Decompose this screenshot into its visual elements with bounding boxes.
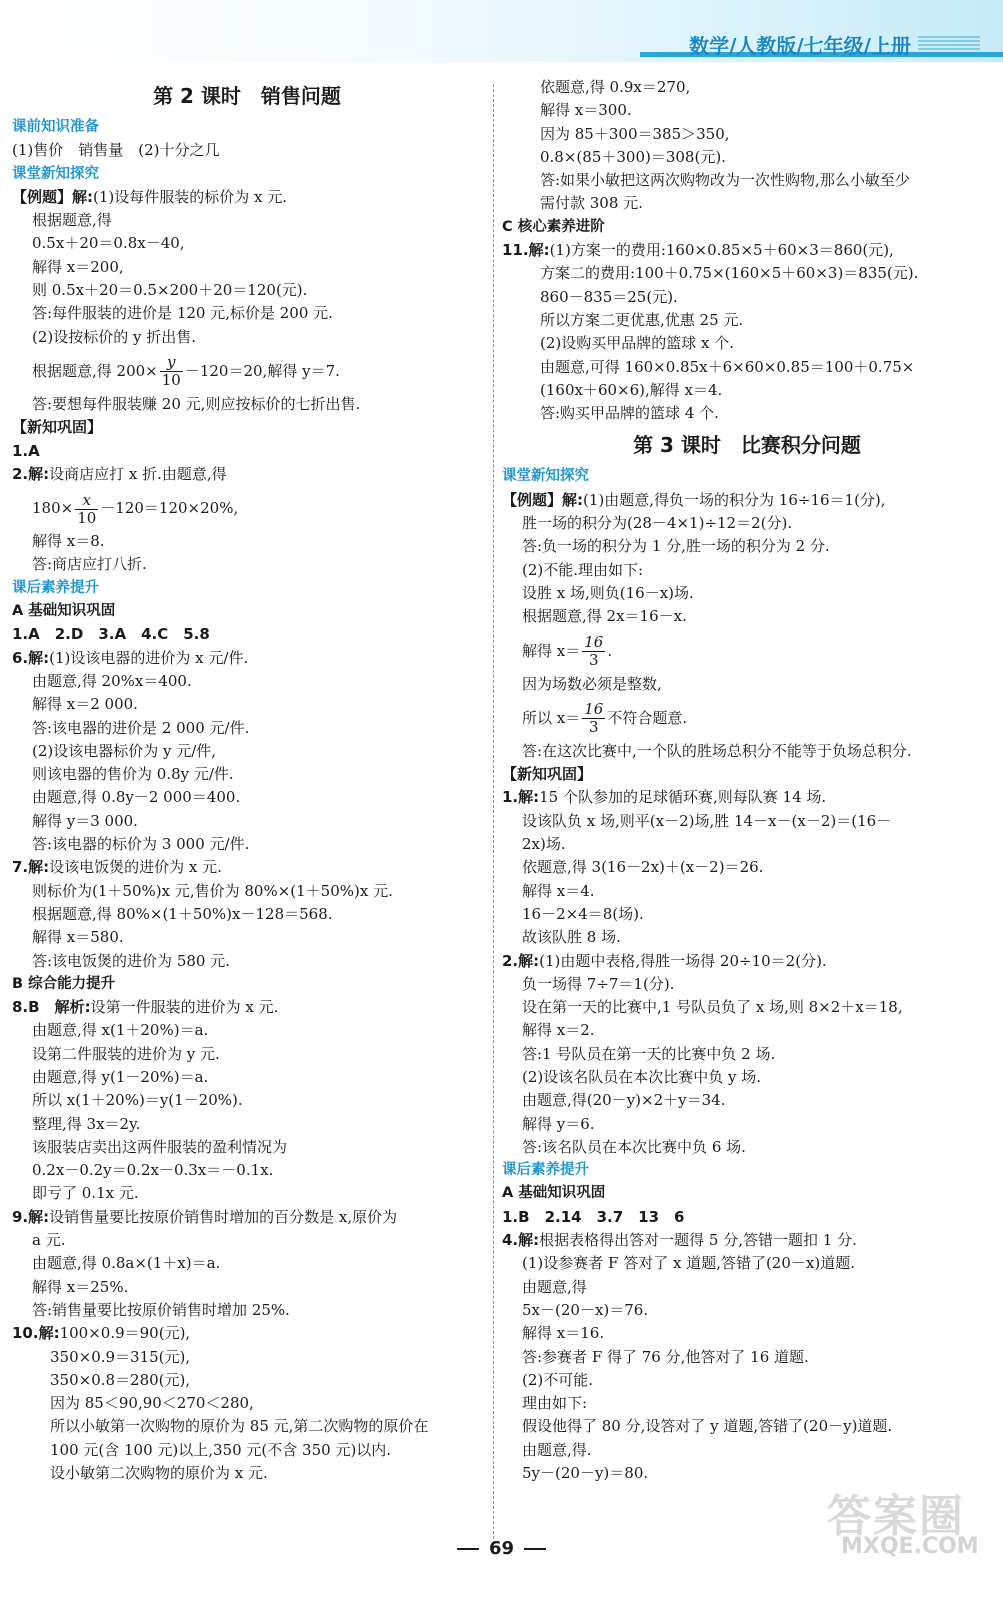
text-line — [12, 1299, 482, 1322]
text-line — [502, 763, 992, 786]
header-decoration — [918, 36, 980, 50]
formula-pre: 180× — [32, 499, 74, 518]
line-text: 100 元(含 100 元)以上,350 元(不含 350 元)以内. — [50, 1440, 392, 1459]
line-text: 答:如果小敏把这两次购物改为一次性购物,那么小敏至少 — [540, 171, 910, 190]
text-line — [12, 186, 482, 209]
line-text: 16－2×4＝8(场). — [522, 904, 644, 923]
line-text: 860－835＝25(元). — [540, 287, 678, 306]
text-line — [502, 740, 992, 763]
line-text: 答:每件服装的进价是 120 元,标价是 200 元. — [32, 304, 333, 323]
text-line — [502, 76, 992, 99]
line-text: 因为场数必须是整数, — [522, 674, 662, 693]
text-line — [12, 1322, 482, 1345]
line-text: 答:购买甲品牌的篮球 4 个. — [540, 404, 719, 423]
line-text: 350×0.8＝280(元), — [50, 1370, 191, 1389]
text-line — [502, 309, 992, 332]
text-line — [12, 1182, 482, 1205]
fraction-numerator: x — [75, 492, 98, 510]
line-text: 所以方案二更优惠,优惠 25 元. — [540, 310, 744, 329]
item-label: 【例题】解: — [502, 490, 583, 509]
line-text: a 元. — [32, 1231, 66, 1250]
line-text: (1)设参赛者 F 答对了 x 道题,答错了(20－x)道题. — [522, 1254, 855, 1273]
text-line — [12, 1229, 482, 1252]
fraction-denominator: 3 — [589, 651, 599, 670]
text-line — [502, 673, 992, 696]
text-line — [502, 379, 992, 402]
text-line — [12, 1136, 482, 1159]
subsection-heading: A 基础知识巩固 — [502, 1185, 606, 1202]
text-line — [12, 1252, 482, 1275]
text-line — [502, 926, 992, 949]
line-text: 设胜 x 场,则负(16－x)场. — [522, 583, 694, 602]
text-line — [502, 786, 992, 809]
text-line — [12, 1159, 482, 1182]
right-column — [502, 76, 992, 1485]
line-text: 负一场得 7÷7＝1(分). — [522, 974, 675, 993]
line-text: 5x－(20－x)＝76. — [522, 1300, 649, 1319]
line-text: (2)不可能. — [522, 1370, 594, 1389]
line-text: (2)不能.理由如下: — [522, 560, 644, 579]
line-text: 由题意,得 0.8a×(1＋x)＝a. — [32, 1254, 221, 1273]
text-line — [502, 1136, 992, 1159]
item-label: 1.A — [12, 441, 40, 460]
section-heading: 课堂新知探究 — [502, 468, 589, 485]
text-line — [12, 647, 482, 670]
line-text: (1)售价 销售量 (2)十分之几 — [12, 141, 220, 160]
text-line — [502, 239, 992, 262]
text-line — [12, 416, 482, 439]
text-line — [502, 99, 992, 122]
line-text: (2)设该电器标价为 y 元/件, — [32, 741, 217, 760]
item-label: 2.解: — [12, 464, 50, 483]
text-line — [12, 1276, 482, 1299]
line-text: 所以 x(1＋20%)＝y(1－20%). — [32, 1091, 243, 1110]
line-text: 0.8×(85＋300)＝308(元). — [540, 147, 726, 166]
line-text: 由题意,得(20－y)×2＋y＝34. — [522, 1091, 726, 1110]
line-text: 解得 x＝16. — [522, 1324, 605, 1343]
line-text: 解得 x＝2 000. — [32, 695, 138, 714]
line-text: 解得 x＝25%. — [32, 1277, 129, 1296]
column-divider — [493, 84, 494, 1544]
line-text: 解得 x＝8. — [32, 532, 105, 551]
line-text: 根据题意,得 80%×(1＋50%)x－128＝568. — [32, 904, 333, 923]
formula-post: －120＝20,解得 y＝7. — [184, 361, 340, 380]
text-line — [502, 402, 992, 425]
line-text: 设销售量要比按原价销售时增加的百分数是 x,原价为 — [49, 1207, 398, 1226]
item-label: 1.B 2.14 3.7 13 6 — [502, 1207, 685, 1226]
text-line — [502, 123, 992, 146]
subsection-heading: B 综合能力提升 — [12, 975, 116, 992]
text-line — [502, 856, 992, 879]
text-line — [502, 973, 992, 996]
line-text: 则标价为(1＋50%)x 元,售价为 80%×(1＋50%)x 元. — [32, 881, 393, 900]
text-line — [502, 332, 992, 355]
text-line — [12, 810, 482, 833]
formula-line — [502, 696, 992, 740]
text-line — [12, 139, 482, 162]
text-line — [502, 1369, 992, 1392]
fraction-denominator: 3 — [589, 718, 599, 737]
text-line — [12, 670, 482, 693]
item-label: 9.解: — [12, 1207, 50, 1226]
line-text: 故该队胜 8 场. — [522, 928, 621, 947]
text-line — [12, 279, 482, 302]
fraction — [75, 492, 98, 527]
text-line — [12, 530, 482, 553]
line-text: 则该电器的售价为 0.8y 元/件. — [32, 765, 234, 784]
line-text: 由题意,得 x(1＋20%)＝a. — [32, 1021, 209, 1040]
text-line — [502, 169, 992, 192]
text-line — [502, 950, 992, 973]
text-line — [502, 582, 992, 605]
text-line — [502, 903, 992, 926]
line-text: 胜一场的积分为(28－4×1)÷12＝2(分). — [522, 514, 793, 533]
text-line — [502, 1346, 992, 1369]
fraction-denominator: 10 — [77, 508, 97, 527]
line-text: 由题意,得 20%x＝400. — [32, 671, 192, 690]
text-line — [12, 856, 482, 879]
fraction-numerator: y — [160, 354, 183, 372]
line-text: 解得 x＝580. — [32, 928, 124, 947]
text-line — [502, 1252, 992, 1275]
fraction-numerator: 16 — [584, 633, 604, 652]
line-text: 整理,得 3x＝2y. — [32, 1114, 141, 1133]
text-line — [502, 996, 992, 1019]
fraction — [582, 701, 605, 736]
line-text: 0.5x＋20＝0.8x－40, — [32, 234, 185, 253]
section-heading: 课后素养提升 — [502, 1162, 589, 1179]
text-line — [12, 1019, 482, 1042]
line-text: 设商店应打 x 折.由题意,得 — [49, 464, 227, 483]
line-text: 由题意,得 y(1－20%)＝a. — [32, 1067, 209, 1086]
text-line — [12, 1346, 482, 1369]
text-line — [12, 1206, 482, 1229]
item-label: 1.A 2.D 3.A 4.C 5.8 — [12, 625, 210, 644]
line-text: 根据表格得出答对一题得 5 分,答错一题扣 1 分. — [539, 1231, 857, 1250]
text-line — [502, 535, 992, 558]
fraction — [160, 354, 183, 389]
item-label: 8.B 解析: — [12, 998, 91, 1017]
line-text: 该服装店卖出这两件服装的盈利情况为 — [32, 1137, 288, 1156]
item-label: 【新知巩固】 — [502, 765, 593, 784]
page-number: 69 — [488, 1538, 515, 1559]
text-line — [12, 393, 482, 416]
line-text: 由题意,得 — [522, 1277, 587, 1296]
line-text: 答:参赛者 F 得了 76 分,他答对了 16 道题. — [522, 1347, 809, 1366]
text-line — [12, 256, 482, 279]
line-text: 设小敏第二次购物的原价为 x 元. — [50, 1464, 268, 1483]
text-line — [12, 1369, 482, 1392]
line-text: 解得 x＝300. — [540, 101, 632, 120]
footer-dash-right — [524, 1548, 546, 1550]
line-text: (1)由题中表格,得胜一场得 20÷10＝2(分). — [539, 951, 827, 970]
section-heading: 课后素养提升 — [12, 579, 99, 596]
line-text: (160x＋60×6),解得 x＝4. — [540, 380, 723, 399]
text-line — [12, 786, 482, 809]
text-line — [12, 440, 482, 463]
line-text: 设该队负 x 场,则平(x－2)场,胜 14－x－(x－2)＝(16－ — [522, 811, 892, 830]
text-line — [12, 1043, 482, 1066]
line-text: 依题意,得 3(16－2x)＋(x－2)＝26. — [522, 858, 764, 877]
text-line — [502, 1322, 992, 1345]
text-line — [502, 1415, 992, 1438]
text-line — [12, 1462, 482, 1485]
line-text: 5y－(20－y)＝80. — [522, 1464, 649, 1483]
text-line — [12, 717, 482, 740]
line-text: 设该电饭煲的进价为 x 元. — [49, 858, 222, 877]
line-text: 依题意,得 0.9x＝270, — [540, 78, 691, 96]
text-line — [502, 489, 992, 512]
text-line — [12, 302, 482, 325]
formula-post: . — [607, 641, 613, 660]
item-label: 【新知巩固】 — [12, 418, 103, 437]
text-line — [12, 740, 482, 763]
line-text: 解得 x＝4. — [522, 881, 595, 900]
text-line — [502, 1206, 992, 1229]
formula-line — [12, 486, 482, 530]
line-text: 由题意,可得 160×0.85x＋6×60×0.85＝100＋0.75× — [540, 357, 915, 376]
text-line — [502, 1019, 992, 1042]
line-text: 答:要想每件服装赚 20 元,则应按标价的七折出售. — [32, 394, 361, 413]
line-text: (1)设该电器的进价为 x 元/件. — [49, 648, 249, 667]
line-text: (1)由题意,得负一场的积分为 16÷16＝1(分), — [583, 490, 886, 509]
line-text: 设第一件服装的进价为 x 元. — [90, 998, 279, 1017]
subsection-heading: C 核心素养进阶 — [502, 218, 605, 235]
item-label: 1.解: — [502, 788, 540, 807]
text-line — [502, 146, 992, 169]
section-heading: 课前知识准备 — [12, 119, 99, 135]
fraction-numerator: 16 — [584, 700, 604, 719]
line-text: 15 个队参加的足球循环赛,则每队赛 14 场. — [539, 788, 827, 807]
text-line — [502, 1113, 992, 1136]
line-text: 答:商店应打八折. — [32, 555, 147, 574]
text-line — [502, 1439, 992, 1462]
text-line — [502, 512, 992, 535]
text-line — [12, 950, 482, 973]
line-text: 答:该电器的进价是 2 000 元/件. — [32, 718, 250, 737]
text-line — [502, 833, 992, 856]
subsection-heading: A 基础知识巩固 — [12, 603, 116, 620]
text-line — [12, 232, 482, 255]
line-text: (2)设该名队员在本次比赛中负 y 场. — [522, 1067, 762, 1086]
watermark-url: MXQE.COM — [841, 1534, 979, 1559]
line-text: 解得 x＝200, — [32, 257, 124, 276]
line-text: 需付款 308 元. — [540, 194, 643, 213]
line-text: 解得 y＝3 000. — [32, 811, 138, 830]
line-text: (2)设购买甲品牌的篮球 x 个. — [540, 334, 735, 353]
line-text: 答:销售量要比按原价销售时增加 25%. — [32, 1300, 290, 1319]
formula-pre: 解得 x＝ — [522, 641, 581, 660]
left-column — [12, 76, 482, 1485]
text-line — [12, 623, 482, 646]
text-line — [12, 553, 482, 576]
footer-dash-left — [457, 1548, 479, 1550]
text-line — [502, 880, 992, 903]
text-line — [12, 880, 482, 903]
text-line — [502, 605, 992, 628]
text-line — [502, 1066, 992, 1089]
text-line — [502, 262, 992, 285]
text-line — [502, 1276, 992, 1299]
line-text: 0.2x－0.2y＝0.2x－0.3x＝－0.1x. — [32, 1161, 274, 1180]
text-line — [12, 1089, 482, 1112]
line-text: 答:该名队员在本次比赛中负 6 场. — [522, 1137, 746, 1156]
text-line — [502, 1299, 992, 1322]
line-text: 设在第一天的比赛中,1 号队员负了 x 场,则 8×2＋x＝18, — [522, 998, 903, 1017]
line-text: 方案二的费用:100＋0.75×(160×5＋60×3)＝835(元). — [540, 264, 919, 283]
text-line — [12, 1066, 482, 1089]
line-text: 答:负一场的积分为 1 分,胜一场的积分为 2 分. — [522, 537, 830, 556]
lesson-title: 第 2 课时 销售问题 — [153, 84, 341, 108]
line-text: 350×0.9＝315(元), — [50, 1347, 191, 1366]
text-line — [12, 693, 482, 716]
line-text: 由题意,得. — [522, 1440, 592, 1459]
line-text: 因为 85＋300＝385＞350, — [540, 124, 730, 143]
line-text: 根据题意,得 — [32, 211, 112, 230]
line-text: 理由如下: — [522, 1394, 588, 1413]
text-line — [502, 286, 992, 309]
line-text: 即亏了 0.1x 元. — [32, 1184, 139, 1203]
formula-post: 不符合题意. — [607, 708, 688, 727]
item-label: 6.解: — [12, 648, 50, 667]
formula-pre: 所以 x＝ — [522, 708, 581, 727]
item-label: 4.解: — [502, 1231, 540, 1250]
line-text: 假设他得了 80 分,设答对了 y 道题,答错了(20－y)道题. — [522, 1417, 893, 1436]
line-text: 由题意,得 0.8y－2 000＝400. — [32, 788, 241, 807]
header-title: 数学/人教版/七年级/上册 — [689, 34, 911, 58]
line-text: (2)设按标价的 y 折出售. — [32, 327, 197, 346]
text-line — [502, 1392, 992, 1415]
watermark-logo — [821, 1480, 981, 1570]
text-line — [502, 192, 992, 215]
fraction — [582, 634, 605, 669]
text-line — [12, 1439, 482, 1462]
text-line — [12, 903, 482, 926]
text-line — [502, 1229, 992, 1252]
formula-pre: 根据题意,得 200× — [32, 361, 158, 380]
line-text: 答:该电器的标价为 3 000 元/件. — [32, 835, 250, 854]
text-line — [502, 1043, 992, 1066]
text-line — [12, 833, 482, 856]
text-line — [502, 356, 992, 379]
line-text: (1)设每件服装的标价为 x 元. — [93, 187, 288, 206]
text-line — [12, 996, 482, 1019]
text-line — [12, 326, 482, 349]
text-line — [12, 926, 482, 949]
line-text: 根据题意,得 2x＝16－x. — [522, 607, 687, 626]
line-text: 则 0.5x＋20＝0.5×200＋20＝120(元). — [32, 281, 308, 300]
text-line — [12, 209, 482, 232]
line-text: 解得 y＝6. — [522, 1114, 595, 1133]
text-line — [12, 763, 482, 786]
watermark-text: 答案圈 — [827, 1491, 965, 1542]
text-line — [12, 1415, 482, 1438]
line-text: 答:1 号队员在第一天的比赛中负 2 场. — [522, 1044, 776, 1063]
line-text: 100×0.9＝90(元), — [59, 1324, 191, 1343]
line-text: (1)方案一的费用:160×0.85×5＋60×3＝860(元), — [549, 241, 894, 260]
item-label: 10.解: — [12, 1324, 60, 1343]
formula-line — [502, 629, 992, 673]
item-label: 11.解: — [502, 241, 550, 260]
item-label: 7.解: — [12, 858, 50, 877]
formula-line — [12, 349, 482, 393]
line-text: 解得 x＝2. — [522, 1021, 595, 1040]
section-heading: 课堂新知探究 — [12, 165, 99, 182]
text-line — [12, 1392, 482, 1415]
text-line — [12, 1113, 482, 1136]
item-label: 【例题】解: — [12, 187, 93, 206]
line-text: 所以小敏第一次购物的原价为 85 元,第二次购物的原价在 — [50, 1417, 429, 1436]
line-text: 设第二件服装的进价为 y 元. — [32, 1044, 220, 1063]
line-text: 2x)场. — [522, 835, 566, 854]
lesson-title: 第 3 课时 比赛积分问题 — [633, 433, 861, 458]
line-text: 因为 85＜90,90＜270＜280, — [50, 1394, 254, 1413]
text-line — [502, 559, 992, 582]
text-line — [502, 1089, 992, 1112]
fraction-denominator: 10 — [161, 371, 181, 390]
text-line — [12, 463, 482, 486]
line-text: 答:该电饭煲的进价为 580 元. — [32, 951, 230, 970]
formula-post: －120＝120×20%, — [100, 499, 239, 518]
item-label: 2.解: — [502, 951, 540, 970]
line-text: 答:在这次比赛中,一个队的胜场总积分不能等于负场总积分. — [522, 741, 912, 760]
text-line — [502, 810, 992, 833]
